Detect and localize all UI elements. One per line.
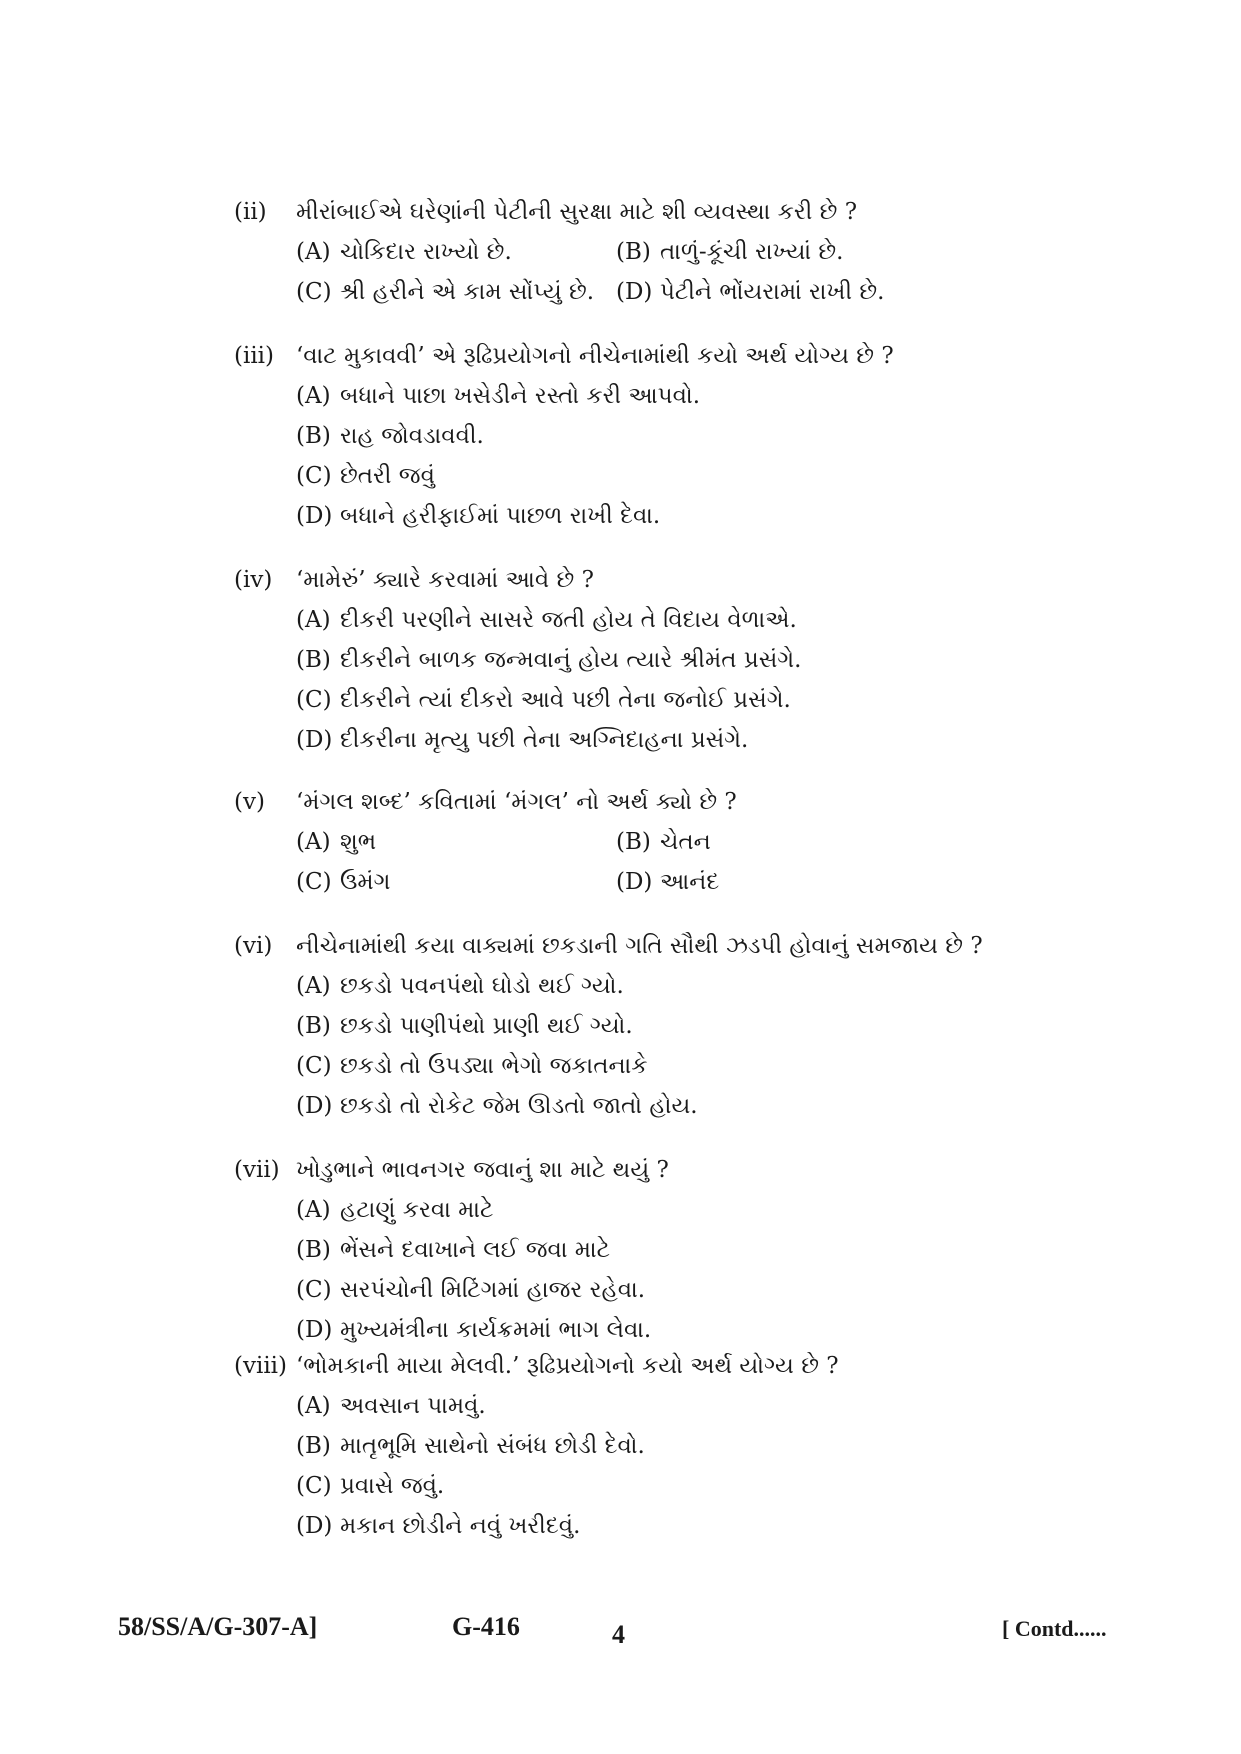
- question-number: (ii): [234, 199, 267, 225]
- paper-code: 58/SS/A/G-307-A]: [118, 1612, 318, 1641]
- option-c: (C) પ્રવાસે જવું.: [296, 1473, 445, 1499]
- option-d: (D) છકડો તો રોકેટ જેમ ઊડતો જાતો હોય.: [296, 1093, 698, 1119]
- question-number: (vi): [234, 933, 273, 959]
- option-a: (A) બધાને પાછા ખસેડીને રસ્તો કરી આપવો.: [296, 383, 701, 409]
- option-d: (D) મુખ્યમંત્રીના કાર્યક્રમમાં ભાગ લેવા.: [296, 1317, 652, 1343]
- option-b: (B) છકડો પાણીપંથો પ્રાણી થઈ ગ્યો.: [296, 1013, 633, 1039]
- option-d: (D) પેટીને ભોંયરામાં રાખી છે.: [616, 279, 885, 305]
- question-text: મીરાંબાઈએ ઘરેણાંની પેટીની સુરક્ષા માટે શી વ્યવસ્થા કરી છે ?: [296, 199, 858, 225]
- question-iii: [234, 336, 994, 536]
- option-a: (A) ચોકિદાર રાખ્યો છે.: [296, 239, 512, 265]
- question-text: ખોડુભાને ભાવનગર જવાનું શા માટે થયું ?: [296, 1157, 669, 1183]
- option-c: (C) ઉમંગ: [296, 869, 391, 895]
- option-b: (B) ચેતન: [616, 829, 711, 855]
- option-c: (C) દીકરીને ત્યાં દીકરો આવે પછી તેના જનોઈ પ્રસંગે.: [296, 687, 791, 713]
- question-text: ‘ભોમકાની માયા મેલવી.’ રૂઢિપ્રયોગનો કયો અર્થ યોગ્ય છે ?: [296, 1353, 839, 1379]
- option-c: (C) શ્રી હરીને એ કામ સોંપ્યું છે.: [296, 279, 595, 305]
- question-vi: [234, 926, 1054, 1126]
- question-v: [234, 782, 994, 902]
- question-number: (v): [234, 789, 265, 815]
- option-b: (B) તાળું-કૂંચી રાખ્યાં છે.: [616, 239, 844, 265]
- question-viii: [234, 1346, 994, 1546]
- option-a: (A) દીકરી પરણીને સાસરે જતી હોય તે વિદાય વેળાએ.: [296, 607, 797, 633]
- question-number: (viii): [234, 1353, 288, 1379]
- option-a: (A) હટાણું કરવા માટે: [296, 1197, 494, 1223]
- option-d: (D) બધાને હરીફાઈમાં પાછળ રાખી દેવા.: [296, 503, 661, 529]
- question-number: (iii): [234, 343, 275, 369]
- question-text: નીચેનામાંથી કયા વાક્યમાં છકડાની ગતિ સૌથી ઝડપી હોવાનું સમજાય છે ?: [296, 933, 983, 959]
- option-b: (B) દીકરીને બાળક જન્મવાનું હોય ત્યારે શ્રીમંત પ્રસંગે.: [296, 647, 802, 673]
- question-number: (vii): [234, 1157, 280, 1183]
- option-d: (D) મકાન છોડીને નવું ખરીદવું.: [296, 1513, 581, 1539]
- option-a: (A) અવસાન પામવું.: [296, 1393, 486, 1419]
- option-b: (B) માતૃભૂમિ સાથેનો સંબંધ છોડી દેવો.: [296, 1433, 645, 1459]
- option-c: (C) સરપંચોની મિટિંગમાં હાજર રહેવા.: [296, 1277, 646, 1303]
- option-c: (C) છકડો તો ઉપડ્યા ભેગો જકાતનાકે: [296, 1053, 648, 1079]
- question-iv: [234, 560, 994, 760]
- option-a: (A) છકડો પવનપંથો ઘોડો થઈ ગ્યો.: [296, 973, 624, 999]
- series-code: G-416: [452, 1612, 520, 1641]
- question-text: ‘મામેરું’ ક્યારે કરવામાં આવે છે ?: [296, 567, 594, 593]
- page-number: 4: [612, 1620, 625, 1649]
- question-text: ‘વાટ મુકાવવી’ એ રૂઢિપ્રયોગનો નીચેનામાંથી કયો અર્થ યોગ્ય છે ?: [296, 343, 894, 369]
- option-d: (D) દીકરીના મૃત્યુ પછી તેના અગ્નિદાહના પ્રસંગે.: [296, 727, 749, 753]
- option-d: (D) આનંદ: [616, 869, 720, 895]
- question-number: (iv): [234, 567, 273, 593]
- question-ii: [234, 192, 994, 312]
- option-a: (A) શુભ: [296, 829, 377, 855]
- question-vii: [234, 1150, 994, 1350]
- question-text: ‘મંગલ શબ્દ’ કવિતામાં ‘મંગલ’ નો અર્થ ક્યો છે ?: [296, 789, 737, 815]
- option-b: (B) રાહ જોવડાવવી.: [296, 423, 484, 449]
- continued-label: [ Contd......: [1002, 1616, 1107, 1641]
- option-c: (C) છેતરી જવું: [296, 463, 435, 489]
- option-b: (B) ભેંસને દવાખાને લઈ જવા માટે: [296, 1237, 611, 1263]
